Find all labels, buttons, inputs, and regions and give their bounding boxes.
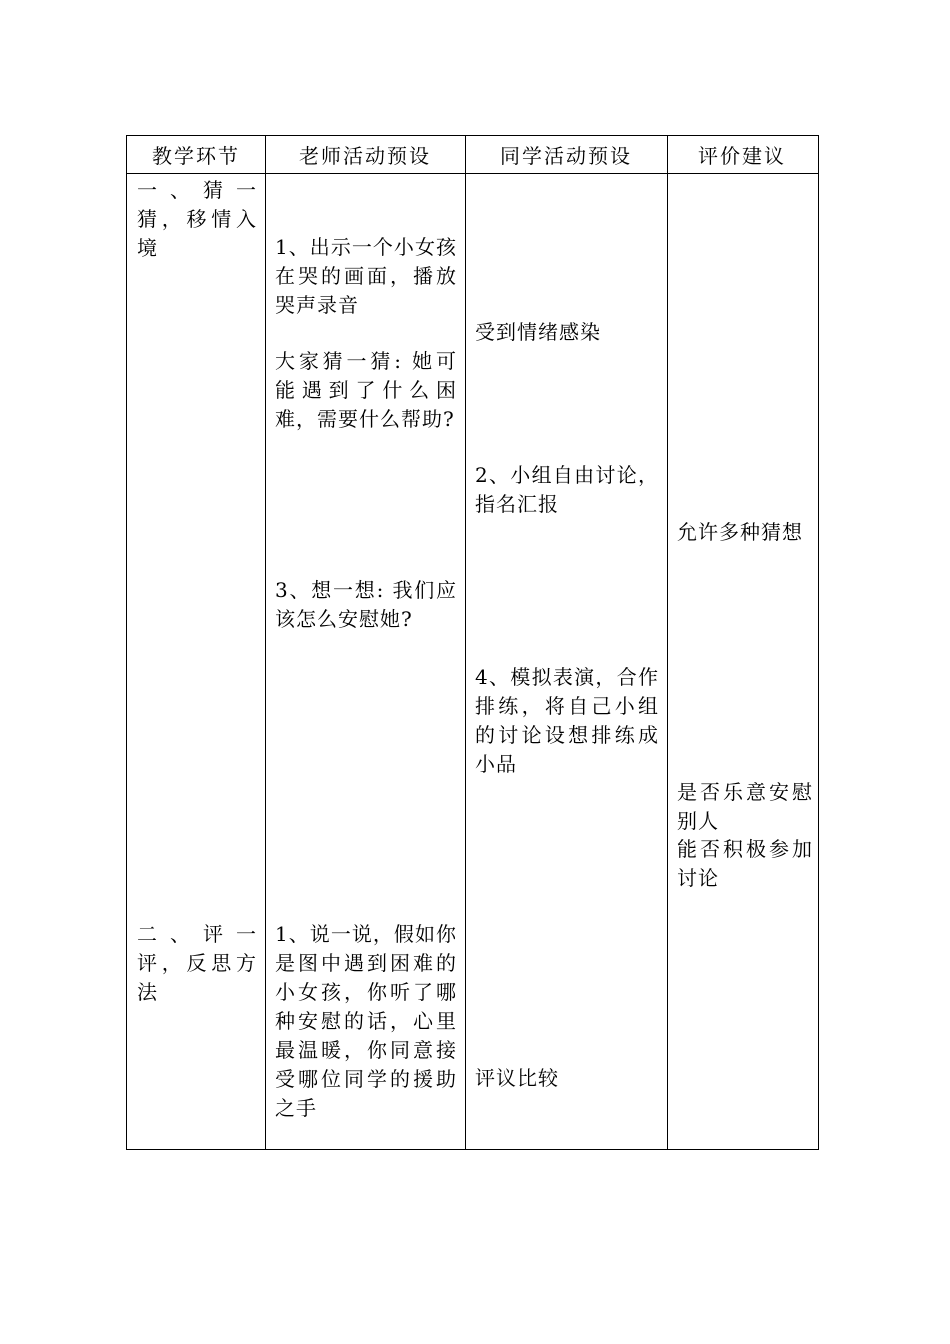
column-divider-1 (265, 136, 266, 1149)
teacher-activity-4: 1、说一说，假如你是图中遇到困难的小女孩，你听了哪种安慰的话，心里最温暖，你同意接受哪位同学的援助之手 (275, 922, 457, 1120)
stage-1-label: 一、猜一猜，移情入境 (137, 178, 257, 260)
header-student-activity: 同学活动预设 (500, 144, 632, 168)
student-activity-2: 2、小组自由讨论，指名汇报 (475, 463, 659, 516)
column-divider-3 (667, 136, 668, 1149)
lesson-plan-table (126, 135, 819, 1150)
evaluation-1: 允许多种猜想 (677, 520, 803, 544)
student-activity-3: 4、模拟表演，合作排练，将自己小组的讨论设想排练成小品 (475, 665, 659, 776)
student-activity-1: 受到情绪感染 (475, 320, 601, 344)
header-divider (127, 173, 818, 174)
evaluation-3: 能否积极参加讨论 (677, 837, 813, 890)
evaluation-2: 是否乐意安慰别人 (677, 780, 813, 833)
teacher-activity-3: 3、想一想: 我们应该怎么安慰她? (275, 578, 457, 631)
header-teacher-activity: 老师活动预设 (299, 144, 431, 168)
student-activity-4: 评议比较 (475, 1066, 559, 1090)
header-stage: 教学环节 (152, 144, 240, 168)
column-divider-2 (465, 136, 466, 1149)
teacher-activity-1: 1、出示一个小女孩在哭的画面，播放哭声录音 (275, 235, 457, 317)
teacher-activity-2: 大家猜一猜: 她可能遇到了什么困难，需要什么帮助? (275, 349, 457, 431)
stage-2-label: 二、评一评，反思方法 (137, 922, 257, 1004)
header-evaluation: 评价建议 (698, 144, 786, 168)
